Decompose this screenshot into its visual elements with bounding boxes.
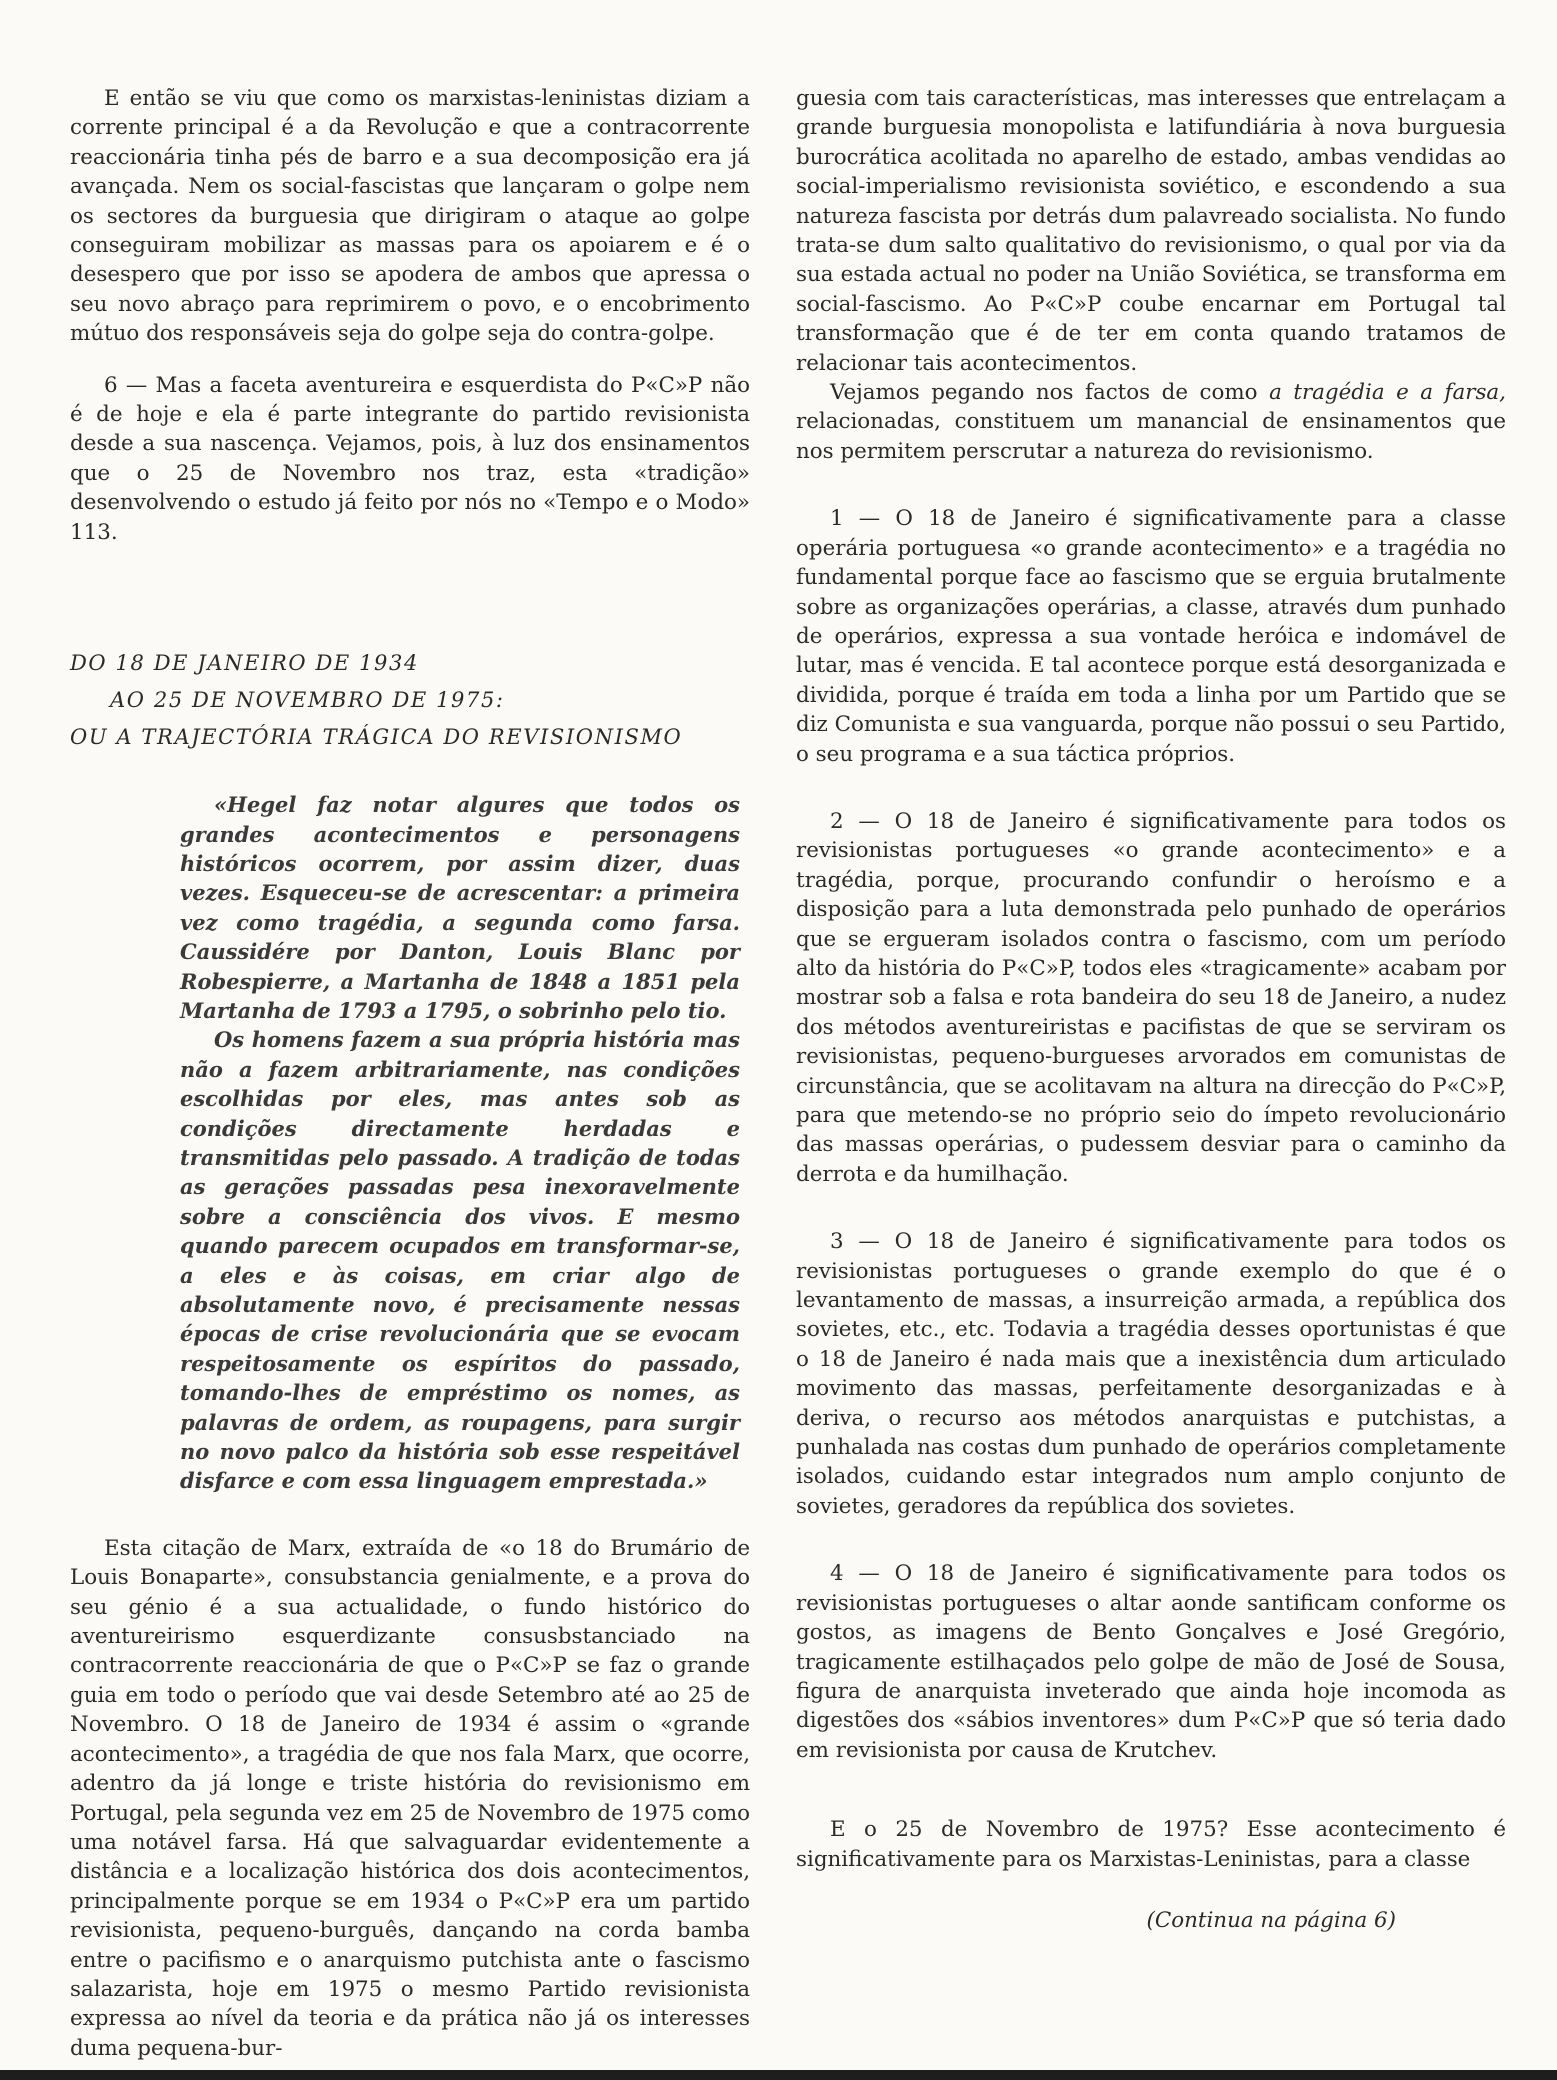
bottom-edge-bar [0, 2070, 1557, 2080]
quote-paragraph: Os homens fazem a sua própria história mas não a fazem arbitrariamente, nas condições escolhidas por eles, mas antes sob as condições directamente herdadas e transmitidas pelo passado. A tradição de todas as gerações passadas pesa inexoravelmente sobre a consciência dos vivos. E mesmo quando parecem ocupados em transformar-se, a eles e às coisas, em criar algo de absolutamente novo, é precisamente nessas épocas de crise revolucionária que se evocam respeitosamente os espíritos do passado, tomando-lhes de empréstimo os nomes, as palavras de ordem, as roupagens, para surgir no novo palco da história sob esse respeitável disfarce e com essa linguagem emprestada.» [180, 1027, 740, 1494]
paragraph: 1 — O 18 de Janeiro é significativamente para a classe operária portuguesa «o grande acontecimento» e a tragédia no fundamental porque face ao fascismo que se erguia brutalmente sobre as organizações operárias, a classe, através dum punhado de operários, expressa a sua vontade heróica e indomável de lutar, mas é vencida. E tal acontece porque está desorganizada e dividida, porque é traída em toda a linha por um Partido que se diz Comunista e sua vanguarda, porque não possui o seu Partido, o seu programa e a sua táctica próprios. [796, 506, 1506, 767]
left-column [70, 84, 750, 2063]
right-column [796, 84, 1506, 1935]
paragraph: 2 — O 18 de Janeiro é significativamente para todos os revisionistas portugueses «o grande acontecimento» e a tragédia, porque, procurando confundir o heroísmo e a disposição para a luta demonstrada pelo punhado de operários que se ergueram isolados contra o fascismo, com um período alto da história do P«C»P, todos eles «tragicamente» acabam por mostrar sob a falsa e rota bandeira do seu 18 de Janeiro, a nudez dos métodos aventureiristas e pacifistas de que se serviram os revisionistas, pequeno-burgueses arvorados em comunistas de circunstância, que se acolitavam na altura na direcção do P«C»P, para que metendo-se no próprio seio do ímpeto revolucionário das massas operárias, o pudessem desviar para o caminho da derrota e da humilhação. [796, 808, 1506, 1187]
paragraph [796, 378, 1506, 466]
paragraph: E então se viu que como os marxistas-leninistas diziam a corrente principal é a da Revolução e que a contracorrente reaccionária tinha pés de barro e a sua decomposição era já avançada. Nem os social-fascistas que lançaram o golpe nem os sectores da burguesia que dirigiram o ataque ao golpe conseguiram mobilizar as massas para os apoiarem e é o desespero que por isso se apodera de ambos que apressa o seu novo abraço para reprimirem o povo, e o encobrimento mútuo dos responsáveis seja do golpe seja do contra-golpe. [70, 86, 750, 347]
paragraph: guesia com tais características, mas interesses que entrelaçam a grande burguesia monopolista e latifundiária à nova burguesia burocrática acolitada no aparelho de estado, ambas vendidas ao social-imperialismo revisionista soviético, e escondendo a sua natureza fascista por detrás dum palavreado socialista. No fundo trata-se dum salto qualitativo do revisionismo, o qual por via da sua estada actual no poder na União Soviética, se transforma em social-fascismo. Ao P«C»P coube encarnar em Portugal tal transformação que é de ter em conta quando tratamos de relacionar tais acontecimentos. [796, 86, 1506, 376]
text-run: relacionadas, constituem um manancial de ensinamentos que nos permitem perscrutar a natureza do revisionismo. [796, 409, 1506, 464]
heading-line: AO 25 DE NOVEMBRO DE 1975: [110, 688, 505, 713]
paragraph: E o 25 de Novembro de 1975? Esse acontecimento é significativamente para os Marxistas-Leninistas, para a classe [796, 1817, 1506, 1872]
heading-line: OU A TRAJECTÓRIA TRÁGICA DO REVISIONISMO [70, 725, 683, 750]
section-heading [70, 645, 750, 756]
marx-quotation [180, 790, 740, 1496]
paragraph: 4 — O 18 de Janeiro é significativamente para todos os revisionistas portugueses o altar aonde santificam conforme os gostos, as imagens de Bento Gonçalves e José Gregório, tragicamente estilhaçados pelo golpe de mão de José de Sousa, figura de anarquista inveterado que ainda hoje incomoda as digestões dos «sábios inventores» dum P«C»P que só teria dado em revisionista por causa de Krutchev. [796, 1561, 1506, 1763]
text-run: Vejamos pegando nos factos de como [830, 380, 1270, 406]
emphasis: a tragédia e a farsa, [1269, 380, 1506, 406]
quote-paragraph: «Hegel faz notar algures que todos os grandes acontecimentos e personagens históricos ocorrem, por assim dizer, duas vezes. Esqueceu-se de acrescentar: a primeira vez como tragédia, a segunda como farsa. Caussidére por Danton, Louis Blanc por Robespierre, a Martanha de 1848 a 1851 pela Martanha de 1793 a 1795, o sobrinho pelo tio. [180, 792, 740, 1023]
paragraph: 3 — O 18 de Janeiro é significativamente para todos os revisionistas portugueses o grande exemplo do que é o levantamento de massas, a insurreição armada, a república dos sovietes, etc., etc. Todavia a tragédia desses oportunistas é que o 18 de Janeiro é nada mais que a inexistência dum articulado movimento das massas, perfeitamente desorganizadas e à deriva, o recurso aos métodos anarquistas e putchistas, a punhalada nas costas dum punhado de operários completamente isolados, cuidando estar integrados num amplo conjunto de sovietes, geradores da república dos sovietes. [796, 1229, 1506, 1519]
continued-note: (Continua na página 6) [1146, 1907, 1396, 1933]
paragraph: 6 — Mas a faceta aventureira e esquerdista do P«C»P não é de hoje e ela é parte integrante do partido revisionista desde a sua nascença. Vejamos, pois, à luz dos ensinamentos que o 25 de Novembro nos traz, esta «tradição» desenvolvendo o estudo já feito por nós no «Tempo e o Modo» 113. [70, 372, 750, 545]
paragraph: Esta citação de Marx, extraída de «o 18 do Brumário de Louis Bonaparte», consubstancia genialmente, e a prova do seu génio é a sua actualidade, o fundo histórico do aventureirismo esquerdizante consusbstanciado na contracorrente reaccionária de que o P«C»P se faz o grande guia em todo o período que vai desde Setembro até ao 25 de Novembro. O 18 de Janeiro de 1934 é assim o «grande acontecimento», a tragédia de que nos fala Marx, que ocorre, adentro da já longe e triste história do revisionismo em Portugal, pela segunda vez em 25 de Novembro de 1975 como uma notável farsa. Há que salvaguardar evidentemente a distância e a localização histórica dos dois acontecimentos, principalmente porque se em 1934 o P«C»P era um partido revisionista, pequeno-burguês, dançando na corda bamba entre o pacifismo e o anarquismo putchista ante o fascismo salazarista, hoje em 1975 o mesmo Partido revisionista expressa ao nível da teoria e da prática não já os interesses duma pequena-bur- [70, 1535, 750, 2061]
heading-line: DO 18 DE JANEIRO DE 1934 [70, 651, 419, 676]
